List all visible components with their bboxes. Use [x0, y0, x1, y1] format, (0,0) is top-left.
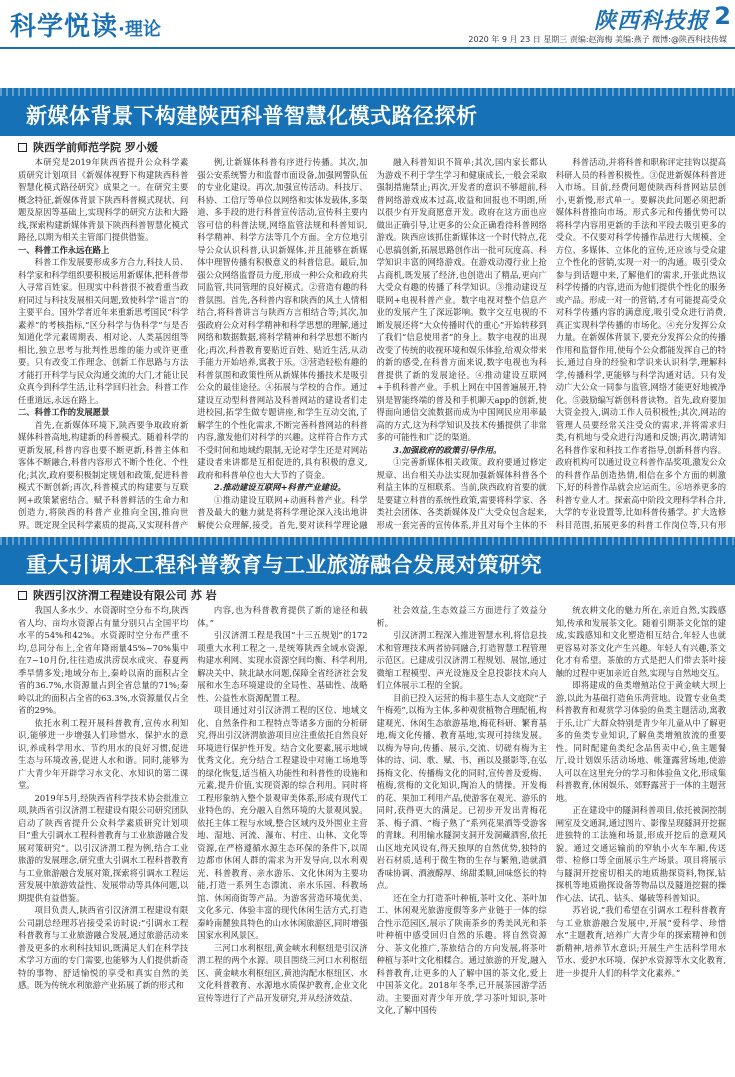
- paragraph: 依托水利工程开展科普教育,宣传水利知识,能够进一步增强人们珍惜水、保护水的意识,养成科学用水、节约用水的良好习惯,促进生态与环境改善,促进人水和谐。同时,能够为广大青少年开辟学习水文化、水知识的第二课堂。: [18, 717, 189, 790]
- article1-column-3: [377, 156, 547, 530]
- issue-meta: 2020 年 9 月 23 日 星期三 责编:赵海梅 美编:燕子 微博:@陕西科技传媒: [468, 35, 727, 44]
- column-title: [10, 6, 161, 43]
- article2-column-2: [197, 604, 367, 1074]
- paragraph: 融入科普知识不简单;其次,国内家长都认为游戏不利于学生学习和健康成长,一般会采取强制措施禁止;再次,开发者的意识不够超前,科普网络游戏成本过高,收益和回报也不明朗,所以很少有开发商愿意开发。政府在这方面也应做出正确引导,让更多的公众正确看待科普网络游戏。陕西应该抓住新媒体这一个时代特点,花心思搞创新,拓展思路创作出一批可玩度高、科学知识丰富的网络游戏。在游戏动漫行业上抢占商机,既发展了经济,也创造出了精品,更向广大受众有趣的传播了科学知识。③推动建设互联网+电视科普产业。数字电视对整个信息产业的发展产生了深远影响。数字交互电视的不断发展还将“大众传播时代的重心”开始转移到了我们“信息使用者”的身上。数字电视的出现改变了传统的收视环境和娱乐体验,给观众带来的新的感受,在科普方面来说,数字电视也为科普提供了新的发展途径。④推动建设互联网+手机科普产业。手机上网在中国普遍展开,特别是智能终端的普及和手机聊天app的创新,使得面向通信交流数据而成为中国网民应用率最高的方式,这为科学知识及技术传播提供了非常多的可能性和广泛的渠道。: [376, 157, 547, 442]
- paragraph: 还在全力打造茶叶种植,茶叶文化、茶叶加工、休闲观光旅游度假等多产业链于一体的综合性示范园区,展示了陕南茶乡的秀美风光和茶叶种植中感受回归自然的乐趣。将自然资源分、茶文化推广,茶旅结合的方向发展,将茶叶种植与茶叶文化相糅合。通过旅游的开发,融入科普教育,让更多的人了解中国的茶文化,爱上中国茶文化。2018年冬季,已开展茶园游学活动。主要面对青少年开放,学习茶叶知识,茶叶文化,了解中国传: [376, 892, 547, 1015]
- paragraph: ①推动建设互联网+动画科普产业。科学普及最大的魅力就是将科学理论深入浅出地讲解使公众理解,接受。首先,要对读科学理论融: [197, 494, 368, 530]
- paragraph: ①完善新媒体相关政策。政府要通过修定规章、出台相关办法实现加强新媒体科普各个利益主体的互相联系。当前,陕西政府首要的就是要建立科普的系统性政策,需要将科学家、各类社会团体、各类新媒体及广大受众包含起来,形成一套完善的宣传体系,并且对每个主体的不: [376, 457, 547, 530]
- article2-body: [18, 604, 726, 1074]
- article1-body: [18, 156, 726, 530]
- paragraph: 正在建设中的隧洞科普项目,依托被洞控制闸室及交通洞,通过图片、影像呈现隧洞开挖掘进独特的工法施和场景,形成开挖后的意观风貌。通过交通运输前的窄轨小火车车厢,传送带、检修口等全面展示生产场景。项目将展示与隧洞开挖密切相关的地质勘探资料,物探,钻探机等地质勘探设备等物品以及隧道挖掘的操作心法、试孔、钻头、爆破等科普知识。: [555, 805, 726, 903]
- article2-byline-text: 陕西引汉济渭工程建设有限公司 苏 岩: [33, 589, 217, 602]
- page-header: [0, 0, 735, 62]
- article1-column-2: [197, 156, 367, 530]
- paragraph: 内容,也为科普教育提供了新的途径和载体。”: [197, 605, 368, 628]
- paragraph: 社会效益,生态效益三方面进行了效益分析。: [376, 605, 547, 628]
- paragraph: 统农耕文化的魅力所在,亲近自然,实践感知,传承和发展茶文化。随着引期茶文化馆的建成,实践感知和文化塑造相互结合,年轻人也就更容易对茶文化产生兴趣。年轻人有兴趣,茶文化才有希望。茶旅的方式是把人们带去茶叶接触的过程中更加亲近自然,实现与自然地交互。: [555, 605, 726, 678]
- paragraph: 科普活动,并将科普和职称评定挂钩以提高科研人员的科普积极性。③促进新媒体科普进入市场。目前,经费问题使陕西科普网站层创小,更新慢,形式单一。要解决此问题必须把新媒体科普推向市场。形式多元和传播优势可以将科学内容用更新的手法和平段去吸引更多的受众。不仅要对科学传播作品进行大规模、全方位、多媒体、立体化的宣传,还应该与受众建立个性化的营销,实现一对一的沟通。吸引受众参与到话题中来,了解他们的需求,开张此热议科学传播的内容,进而为他们提供个性化的服务或产品。形成一对一的营销,才有可能提高受众对科学传播内容的满意度,吸引受众进行消费,真正实现科学传播的市场化。④充分发挥公众力量。在新媒体背景下,要充分发挥公众的传播作用和监督作用,使每个公众都能发挥自己的特长,通过自身的经验和学识来认识科学,理解科学,传播科学,更能够与科学沟通对话。只有发动广大公众一同参与监管,网络才能更好地被净化。⑤鼓励编写新创科普读物。首先,政府要加大资金投入,调动工作人员积极性;其次,网站的管理人员要经常关注受众的需求,并将需求归类,有机地与受众进行沟通和反馈;再次,聘请知名科普作家和科技工作者指导,创新科普内容。政府机构可以通过设立科普作品奖项,激发公众的科普作品创造热情,相信在多个方面的刺激下,好的科普作品就会应运而生。⑥培养更多的科普专业人才。探索高中阶段文理科学科合并,大学的专业设置等,比如科普传播学。扩大选修科目范围,拓展更多的科普工作岗位等,只有形: [555, 157, 726, 530]
- paragraph: 目前已投入运营的梅丰墓生态人文庭院“子午梅苑”,以梅为主体,多种观赏植物合理配植,构建观光、休闲生态旅游基地,梅花科研、繁育基地,梅文化传播、教育基地,实现可持续发展。以梅为导向,传播、展示,交流、切磋有梅为主体的诗、词、歌、赋、书、画以及摄影等,在弘扬梅文化、传播梅文化的同时,宣传普及爱梅、植梅,赏梅的文化知识,陶冶人的情操。开发梅的花、果加工利用产品,使游客在观光、游乐的同时,获得更大的满足。已初步开发出青梅花茶、梅子酒、“梅子熟了”系列花果酒等受游客的青睐。利用输水隧洞支洞开发洞藏酒窖,依托山区地充风设有,得天独厚的自然优势,独特的岩石材质,适利于微生物的生存与繁殖,造就酒香味协调、酒液醇厚、绵甜柔顺,回味悠长的特点。: [376, 692, 547, 890]
- article2-column-4: [556, 604, 726, 1074]
- article2-byline: [18, 587, 217, 603]
- paragraph: 三河口水利枢纽,黄金峡水利枢纽是引汉济渭工程的两个水源。项目围绕三河口水利枢纽区、黄金峡水利枢纽区,黄池沟配水枢纽区、水文化科普教育、水源地水质保护教育,企业文化宣传等进行了产品开发研究,并从经济效益、: [197, 942, 368, 1003]
- article2-column-1: [18, 604, 188, 1074]
- article1-byline-text: 陕西学前师范学院 罗小媛: [33, 141, 158, 154]
- article1-column-4: [556, 156, 726, 530]
- paragraph: 科普工作发展要形成多方合力,科技人员、科学家和科学组织要积极运用新媒体,把科普带入寻常百姓家。但现实中科普很不被看重当政府同过与科技发展相关问题,致使科学“谣言”的主要平台。国外学者近年来重新思考国民“科学素养”的考核指标,“区分科学与伪科学”与是否知道化学元素周期表、相对论、人类基因组等相比,独立思考与批判性思维的能力或许更重要。只有改变工作理念、创新工作思路与方法才能打开科学与民众沟通交流的大门,才能让民众真今到科学生活,让科学回归社会。科普工作任重道远,永远在路上。: [18, 257, 189, 405]
- paragraph: 例,让新媒体科普有序进行传播。其次,加强公安系统警力和监督市面设备,加强网警队伍的专业化建设。再次,加强宣传活动。科技厅、科协、工信厅等单位以网络和实体发载体,多渠道、多手段的进行科普宣传活动,宣传科主要内容可信的科普法规,网络监管法规和科普知识,科学精神、科学方法等几个方面。全方位地引导公众认识科普,认识新媒体,并且能够在新媒体中理智传播有积极意义的科普信息。最后,加强公众网络监督员力度,形成一种公众和政府共同监管,共同管理的良好模式。②营造有趣的科普氛围。首先,各科普内容和陕西的风土人情相结合,将科普讲言与陕西方言相结合等;其次,加强政府公众对科学精神和科学思想的理解,通过网络和数据数据,将科学精神和科学思想不断内化;再次,科普教育要贴近百姓、贴近生活,从动手能力开始培养,寓教于乐。③营造轻松有趣的科普氛围和政策性所从新媒体传播技术是吸引公众的最佳途径。④拓展与学校的合作。通过建设互动型科普网站及科普网站的建设者们走进校园,拓学生做专题讲座,和学生互动交流,了解学生的个性化需求,不断完善科普网站的科普内容,激发他们对科学的兴趣。这样符合作方式不受时间和地域约限制,无论对学生还是对网站建设者来讲都是互相促进的,具有积极的意义,政府和科普单位也大大节约了资金。: [197, 157, 368, 480]
- header-rule: [0, 47, 735, 49]
- paragraph: 本研究是2019年陕西省提升公众科学素质研究计划项目《新媒体视野下构建陕西科普智慧化模式路径研究》成果之一。在研究主要概念特征,新媒体背景下陕西科普模式现状、问题及原因等基础上,实现科学的研究方法和大路线,探索构建新媒体背景下陕西科普智慧化模式路径,以期为相关主管部门提供借鉴。: [18, 157, 189, 242]
- byline-square-icon: [18, 143, 27, 152]
- article1-banner: [0, 88, 735, 136]
- banner-stripe: [0, 88, 735, 96]
- paragraph: 2019年5月,经陕西省科学技术协会批准立项,陕西省引汉济渭工程建设有限公司研究团队启动了陕西省提升公众科学素质研究计划项目“重大引调水工程科普教育与工业旅游融合发展对策研究”。以引汉济渭工程为例,结合工业旅游的发展理念,研究重大引调水工程科普教育与工业旅游融合发展对策,探索将引调水工程运营发展中旅游效益性、发展带动等具体问题,以期提供有益借鉴。: [18, 792, 189, 903]
- paragraph: 引汉济渭工程是我国“十三五规划”的172项重大水利工程之一,是统筹陕西全域水资源,构建水利网、实现水资源空间均衡、科学利用,解决关中、陕北缺水问题,保障全省经济社会发展和水生态环境建设的全局性、基础性、战略性、公益性水资源配置工程。: [197, 630, 368, 703]
- page-number: 2: [714, 2, 731, 30]
- paragraph: 即将建成的鱼类增殖站位于黄金峡大坝上游,以此为基础打造鱼乐湾营地。设置专业鱼类科普教育和观赏学习体验的鱼类主题活动,寓教于乐,让广大群众特别是青少年儿童从中了解更多的鱼类专业知识,了解鱼类增殖放流的重要性。同时配建鱼类纪念品售卖中心,鱼主题餐厅,设计划娱乐活动场地、帐篷露营场地,使游人可以在这里充分的学习和体验鱼文化,形成集科普教育,休闲娱乐、郊野露营于一体的主题营地。: [555, 680, 726, 803]
- section-heading: 二、科普工作的发展愿景: [18, 407, 110, 417]
- article1-byline: [18, 139, 158, 155]
- paragraph: 首先,在新媒体环境下,陕西要争取政府新媒体科普高地,构建新的科普模式。随着科学的更新发展,科普内容也要不断更新,科普主体和客体不断融合,科普内容形式不断个性化、个性化;其次,政府要积极制定规划和政策,促进科普模式不断创新;再次,科普模式的构建要与互联网+政策紧密结合。赋予科普鲜活的生命力和创造力,将陕西的科普产业推向全国,推向世界。既定现全民科学素质的提高,又实现科普产: [18, 419, 189, 530]
- column-title-main: 科学悦读: [10, 12, 119, 42]
- newspaper-brand: 陕西科技报: [593, 8, 709, 34]
- paragraph: 我国人多水少、水资源时空分布不均,陕西省人均、亩均水资源占有量分别只占全国平均水平的54%和42%。水资源时空分布严重不均,总同分布上,全省年降雨量45%~70%集中在7~10月份,往往造成洪涝误水成灾、春夏两季旱情多发;地域分布上,秦岭以南的面积占全省的36.7%,水资源量占到全省总量的71%;秦岭以北的面积占全省的63.3%,水资源量仅占全省的29%。: [18, 605, 189, 715]
- paragraph: 苏岩说,“我们希望在引调水工程科普教育与工业旅游融合发展中,开展“爱科学、珍惜水”主题教育,培养广大青少年的探索精神和创新精神,培养节水意识;开展生产生活科学用水节水、爱护水环境、保护水资源等水文化教育,进一步提升人们的科学文化素养。”: [555, 905, 726, 978]
- paragraph: 项目通过对引汉济渭工程的区位、地域文化、自然条件和工程特点等诸多方面的分析研究,得出引汉济渭旅游项目应注重依托自然良好环境进行保护性开发。结合文化要素,展示地域优秀文化。充分结合工程建设中对施工场地等的绿化恢复,适当植入功能性和科普性的设施和元素,提升价值,实现资源的综合利用。同时将工程形象纳入整个景观审美体系,形成有现代工业特色的、充分融入自然环境的大景观风貌。依托主体工程与水域,整合区域内及外围业主营地、湿地、河流、瀑布、村庄、山林、文化等资源,在严格遵循水源生态环保的条件下,以周边都市休闲人群的需求为开发导向,以水利观光、科普教育、亲水游乐、文化休闲为主要功能,打造一系列生态漂流、亲水乐园、科教场馆、休闲商街等产品。为游客营造环境优美、文化多元、体验丰富的现代休闲生活方式,打造秦岭南麓独具特色的山水休闲旅游区,同时增强国家水利风景区。: [197, 705, 368, 940]
- paragraph: 引汉济渭工程深入推进智慧水利,将信息技术和管理技术两者协同融合,打造智慧工程管理示范区。已建成引汉济渭工程规划、展馆,通过微缩工程模型、声光设施及全息投影技术向人们立体展示工程的全貌。: [376, 630, 547, 690]
- article2-title: 重大引调水工程科普教育与工业旅游融合发展对策研究: [26, 553, 542, 577]
- section-heading: 一、科普工作永远在路上: [18, 244, 110, 255]
- column-title-sub: ·理论: [118, 19, 161, 40]
- section-heading: 2.推动建设互联网+科普产业建设。: [213, 482, 346, 492]
- article1-column-1: [18, 156, 188, 530]
- article2-column-3: [377, 604, 547, 1074]
- byline-square-icon: [18, 591, 27, 600]
- article2-banner: [0, 537, 735, 585]
- section-heading: 3.加强政府的政策引导作用。: [393, 444, 502, 455]
- article1-title: 新媒体背景下构建陕西科普智慧化模式路径探析: [26, 104, 478, 128]
- banner-stripe: [0, 537, 735, 545]
- paragraph: 项目负责人,陕西省引汉济渭工程建设有限公司副总经理苏岩接受采访时说:“引调水工程科普教育与工业旅游融合发展,通过旅游活动来普及更多的水利科技知识,既满足人们在科学技术学习方面的专门需要,也能够为人们提供新奇特的事物、舒适愉悦的享受和真实自然的美感。既为传统水利旅游产业拓展了新的形式和: [18, 905, 189, 990]
